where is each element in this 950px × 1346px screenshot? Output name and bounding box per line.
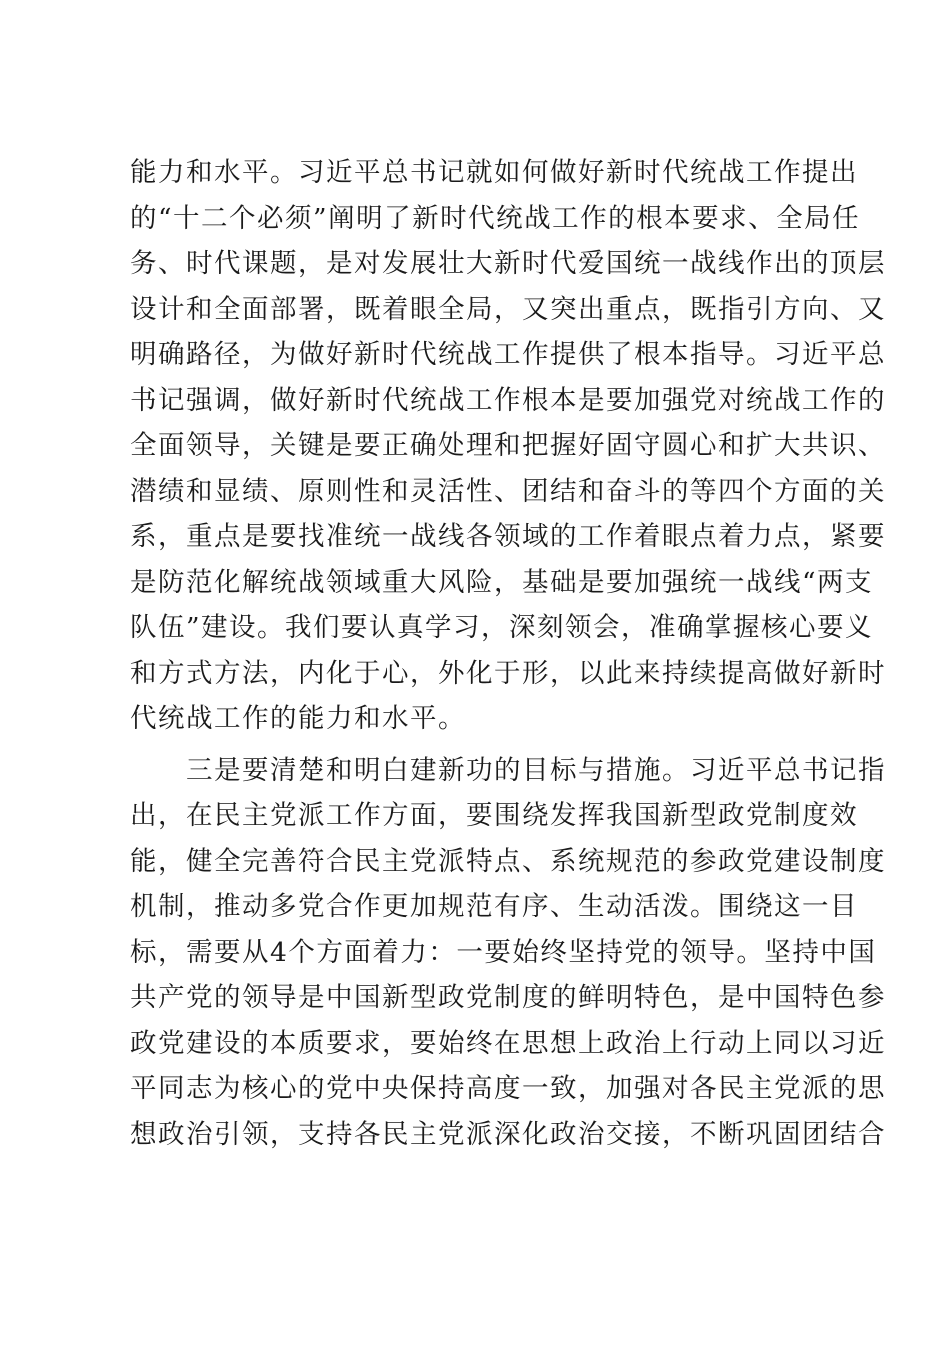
text-line: 机制，推动多党合作更加规范有序、生动活泼。围绕这一目	[130, 891, 858, 922]
text-line: 标，需要从4个方面着力：一要始终坚持党的领导。坚持中国	[130, 936, 877, 968]
text-line: 能，健全完善符合民主党派特点、系统规范的参政党建设制度	[130, 845, 886, 877]
text-line: 和方式方法，内化于心，外化于形，以此来持续提高做好新时	[130, 657, 886, 689]
text-line: 务、时代课题，是对发展壮大新时代爱国统一战线作出的顶层	[130, 248, 886, 279]
text-line: 三是要清楚和明白建新功的目标与措施。习近平总书记指	[130, 754, 886, 786]
text-line: 明确路径，为做好新时代统战工作提供了根本指导。习近平总	[130, 339, 886, 370]
text-line: 平同志为核心的党中央保持高度一致，加强对各民主党派的思	[130, 1073, 886, 1104]
document-body	[130, 150, 886, 1157]
paragraph-2	[130, 748, 886, 1158]
text-line: 政党建设的本质要求，要始终在思想上政治上行动上同以习近	[130, 1027, 886, 1059]
text-line: 潜绩和显绩、原则性和灵活性、团结和奋斗的等四个方面的关	[130, 475, 886, 507]
text-line: 想政治引领，支持各民主党派深化政治交接，不断巩固团结合	[130, 1118, 886, 1150]
text-line: 书记强调，做好新时代统战工作根本是要加强党对统战工作的	[130, 384, 886, 416]
text-line: 是防范化解统战领域重大风险，基础是要加强统一战线“两支	[130, 566, 874, 598]
text-line: 全面领导，关键是要正确处理和把握好固守圆心和扩大共识、	[130, 430, 886, 461]
text-line: 共产党的领导是中国新型政党制度的鲜明特色，是中国特色参	[130, 982, 886, 1013]
text-line: 能力和水平。习近平总书记就如何做好新时代统战工作提出	[130, 157, 858, 188]
text-line: 的“十二个必须”阐明了新时代统战工作的根本要求、全局任	[130, 202, 861, 234]
text-line: 队伍”建设。我们要认真学习，深刻领会，准确掌握核心要义	[130, 612, 874, 643]
text-line: 设计和全面部署，既着眼全局，又突出重点，既指引方向、又	[130, 293, 886, 325]
text-line: 代统战工作的能力和水平。	[130, 703, 466, 734]
text-line: 出，在民主党派工作方面，要围绕发挥我国新型政党制度效	[130, 800, 858, 831]
text-line: 系，重点是要找准统一战线各领域的工作着眼点着力点，紧要	[130, 521, 886, 552]
paragraph-1	[130, 150, 886, 742]
